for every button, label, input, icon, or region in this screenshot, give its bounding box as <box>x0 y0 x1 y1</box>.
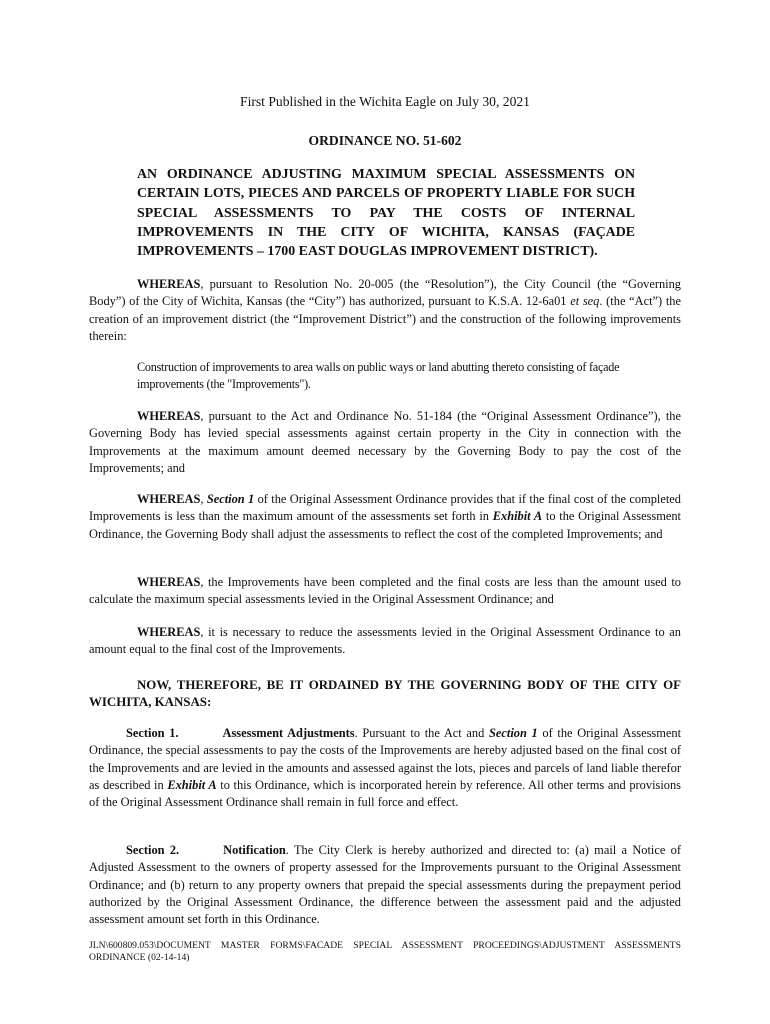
section-reference: Section 1 <box>206 492 255 506</box>
exhibit-reference: Exhibit A <box>167 777 217 792</box>
whereas-lead: WHEREAS <box>137 575 201 589</box>
whereas-paragraph-1: WHEREAS, pursuant to Resolution No. 20-005 (the “Resolution”), the City Council (the “Governing Body”) of the City of Wichita, Kansas (the “City”) has authorized, pursuant to K.S.A. 12-6a01 et seq. (the “Act”) the creation of an improvement district (the “Improvement District”) and the construction of the following improvements therein: <box>89 277 682 343</box>
section-1-paragraph: Section 1. Assessment Adjustments. Pursuant to the Act and Section 1 of the Original Assessment Ordinance, the special assessments to pay the costs of the Improvements are hereby adjusted based on the final cost of the Improvements and are levied in the amounts and assessed against the lots, pieces and parcels of land liable therefor as described in Exhibit A to this Ordinance, which is incorporated herein by reference. All other terms and provisions of the Original Assessment Ordinance shall remain in full force and effect. <box>89 726 682 810</box>
ordinance-title: AN ORDINANCE ADJUSTING MAXIMUM SPECIAL ASSESSMENTS ON CERTAIN LOTS, PIECES AND PARCELS OF PROPERTY LIABLE FOR SUCH SPECIAL ASSESSMENTS TO PAY THE COSTS OF INTERNAL IMPROVEMENTS IN THE CITY OF WICHITA, KANSAS (FAÇADE IMPROVEMENTS – 1700 EAST DOUGLAS IMPROVEMENT DISTRICT). <box>137 167 635 260</box>
section-number: Section 1. <box>126 726 179 740</box>
whereas-lead: WHEREAS <box>137 625 201 639</box>
section-number: Section 2. <box>126 843 180 857</box>
document-footer: JLN\600809.053\DOCUMENT MASTER FORMS\FACADE SPECIAL ASSESSMENT PROCEEDINGS\ADJUSTMENT ASSESSMENTS ORDINANCE (02-14-14) <box>89 940 681 964</box>
whereas-lead: WHEREAS <box>137 409 201 423</box>
whereas-paragraph-4: WHEREAS, the Improvements have been completed and the final costs are less than the amount used to calculate the maximum special assessments levied in the Original Assessment Ordinance; and <box>89 575 681 607</box>
exhibit-reference: Exhibit A <box>492 509 543 524</box>
whereas-paragraph-2: WHEREAS, pursuant to the Act and Ordinance No. 51-184 (the “Original Assessment Ordinance”), the Governing Body has levied special assessments against certain property in the City in connection with the Improvements at the maximum amount deemed necessary by the Governing Body to pay the cost of the Improvements; and <box>89 409 681 475</box>
section-reference: Section 1 <box>488 726 538 740</box>
improvements-description: Construction of improvements to area walls on public ways or land abutting thereto consisting of façade improvements (the "Improvements"). <box>137 360 620 392</box>
ordaining-clause: NOW, THEREFORE, BE IT ORDAINED BY THE GOVERNING BODY OF THE CITY OF WICHITA, KANSAS: <box>89 678 681 710</box>
whereas-lead: WHEREAS <box>137 277 201 291</box>
section-heading: Notification <box>223 843 286 857</box>
whereas-paragraph-3: WHEREAS, Section 1 of the Original Assessment Ordinance provides that if the final cost of the completed Improvements is less than the maximum amount of the assessments set forth in Exhibit A to the Original Assessment Ordinance, the Governing Body shall adjust the assessments to reflect the cost of the completed Improvements; and <box>89 492 681 541</box>
section-heading: Assessment Adjustments <box>222 726 355 740</box>
section-2-paragraph: Section 2. Notification. The City Clerk is hereby authorized and directed to: (a) mail a Notice of Adjusted Assessment to the owners of property assessed for the Improvements pursuant to the Original Assessment Ordinance; and (b) return to any property owners that prepaid the special assessments during the prepayment period authorized by the Original Assessment Ordinance, the difference between the assessment paid and the adjusted assessment amount set forth in this Ordinance. <box>89 843 681 927</box>
whereas-paragraph-5: WHEREAS, it is necessary to reduce the assessments levied in the Original Assessment Ordinance to an amount equal to the final cost of the Improvements. <box>89 625 681 657</box>
whereas-lead: WHEREAS <box>137 492 201 506</box>
italic-term: et seq <box>570 294 600 309</box>
publication-notice: First Published in the Wichita Eagle on July 30, 2021 <box>240 94 530 109</box>
ordinance-number: ORDINANCE NO. 51-602 <box>308 133 462 148</box>
